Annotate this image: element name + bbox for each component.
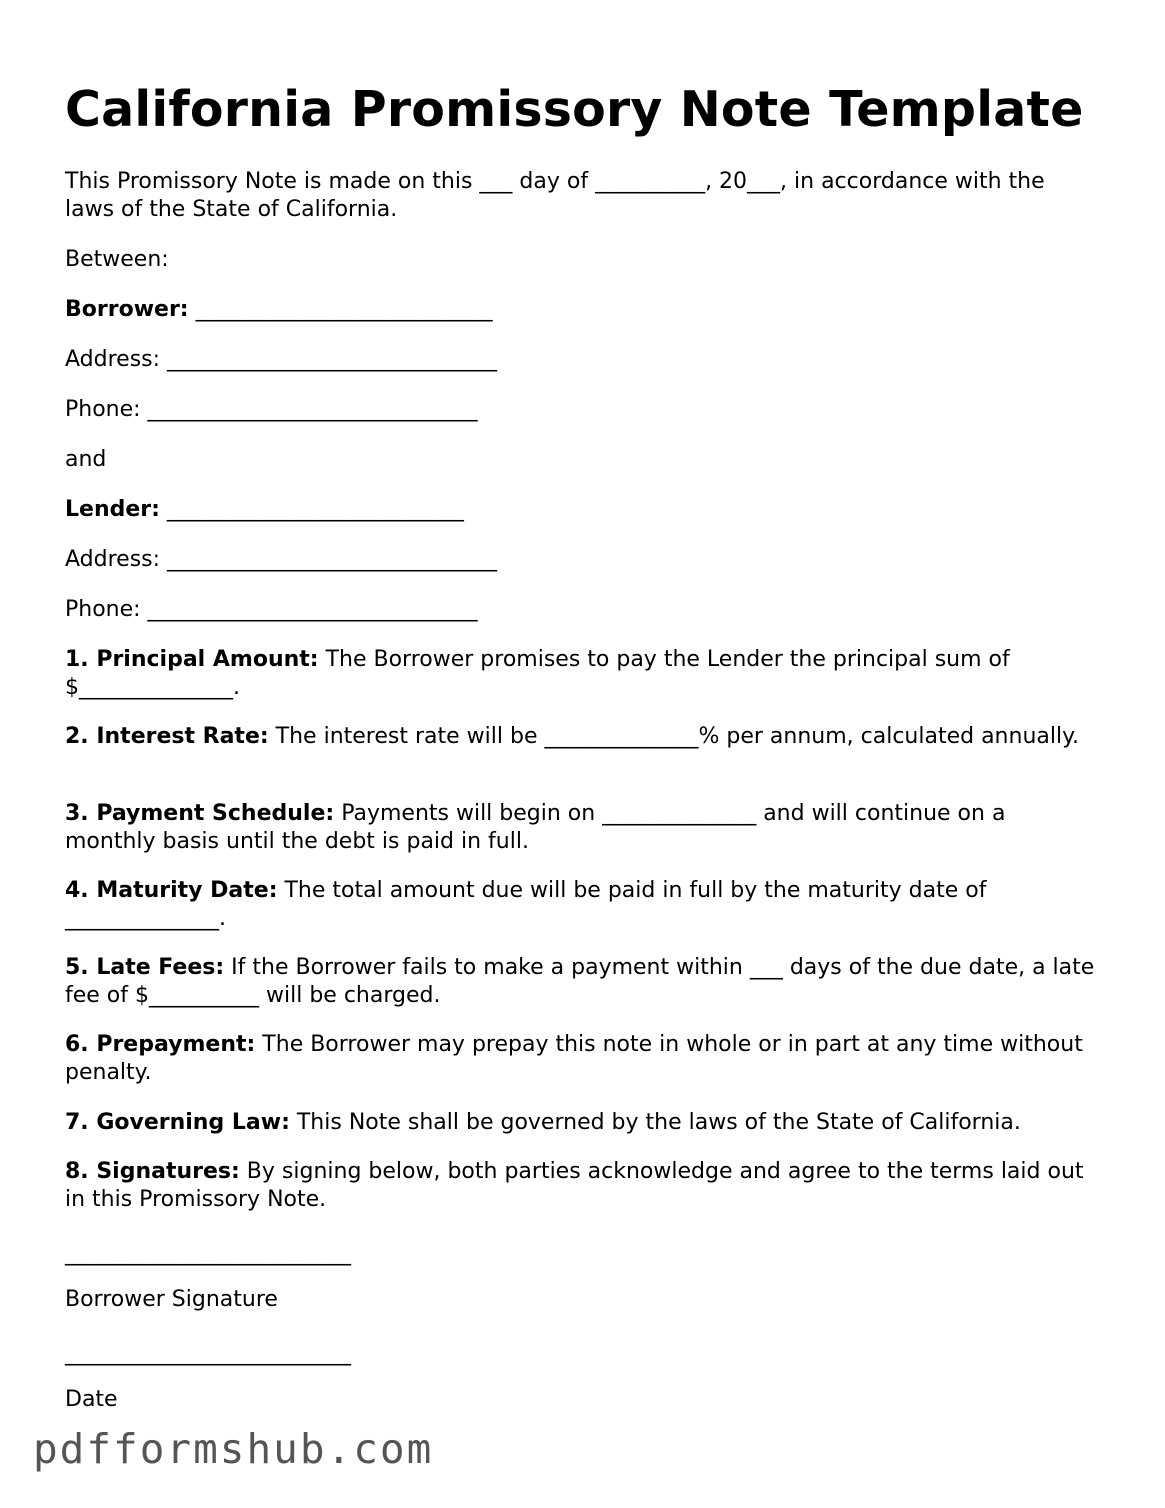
clause-prepayment <box>65 1031 1100 1087</box>
clause-label: 1. Principal Amount: <box>65 647 319 672</box>
clause-label: 8. Signatures: <box>65 1159 240 1184</box>
clause-text: The Borrower promises to pay the Lender the principal sum of $______________. <box>65 647 1010 700</box>
between-label: Between: <box>65 247 169 272</box>
clause-text: This Note shall be governed by the laws of the State of California. <box>289 1110 1021 1135</box>
borrower-address: Address: ______________________________ <box>65 347 498 372</box>
clause-text: By signing below, both parties acknowledge and agree to the terms laid out in this Promissory Note. <box>65 1159 1084 1212</box>
clause-signatures <box>65 1158 1100 1214</box>
borrower-signature-label: Borrower Signature <box>65 1287 278 1312</box>
clause-label: 5. Late Fees: <box>65 955 225 980</box>
clause-maturity-date <box>65 877 1100 933</box>
clause-text: The total amount due will be paid in full by the maturity date of ______________. <box>65 878 987 931</box>
clause-text: The interest rate will be ______________% per annum, calculated annually. <box>268 724 1079 749</box>
borrower-line <box>65 296 1100 324</box>
watermark: pdfformshub.com <box>33 1425 434 1473</box>
clause-label: 7. Governing Law: <box>65 1110 290 1135</box>
lender-address: Address: ______________________________ <box>65 547 498 572</box>
clause-text: The Borrower may prepay this note in whole or in part at any time without penalty. <box>65 1032 1083 1085</box>
clause-label: 4. Maturity Date: <box>65 878 278 903</box>
intro-paragraph: This Promissory Note is made on this ___ day of __________, 20___, in accordance with the laws of the State of California. <box>65 169 1045 222</box>
date-signature-line: __________________________ <box>65 1341 351 1366</box>
clause-payment-schedule <box>65 800 1100 856</box>
and-label: and <box>65 447 107 472</box>
clause-interest-rate <box>65 723 1100 751</box>
clause-late-fees <box>65 954 1100 1010</box>
clause-text: Payments will begin on ______________ and will continue on a monthly basis until the debt is paid in full. <box>65 801 1006 854</box>
lender-blank: ___________________________ <box>159 497 464 522</box>
lender-label: Lender: <box>65 497 160 522</box>
date-label: Date <box>65 1387 118 1412</box>
clause-text: If the Borrower fails to make a payment within ___ days of the due date, a late fee of $__________ will be charged. <box>65 955 1095 1008</box>
borrower-label: Borrower: <box>65 297 189 322</box>
clause-label: 3. Payment Schedule: <box>65 801 335 826</box>
clause-label: 2. Interest Rate: <box>65 724 269 749</box>
clause-principal-amount <box>65 646 1100 702</box>
lender-phone: Phone: ______________________________ <box>65 597 478 622</box>
borrower-signature-line: __________________________ <box>65 1241 351 1266</box>
borrower-blank: ___________________________ <box>188 297 493 322</box>
document-title: California Promissory Note Template <box>65 81 1084 138</box>
clause-governing-law <box>65 1109 1100 1137</box>
clause-label: 6. Prepayment: <box>65 1032 256 1057</box>
lender-line <box>65 496 1100 524</box>
borrower-phone: Phone: ______________________________ <box>65 397 478 422</box>
